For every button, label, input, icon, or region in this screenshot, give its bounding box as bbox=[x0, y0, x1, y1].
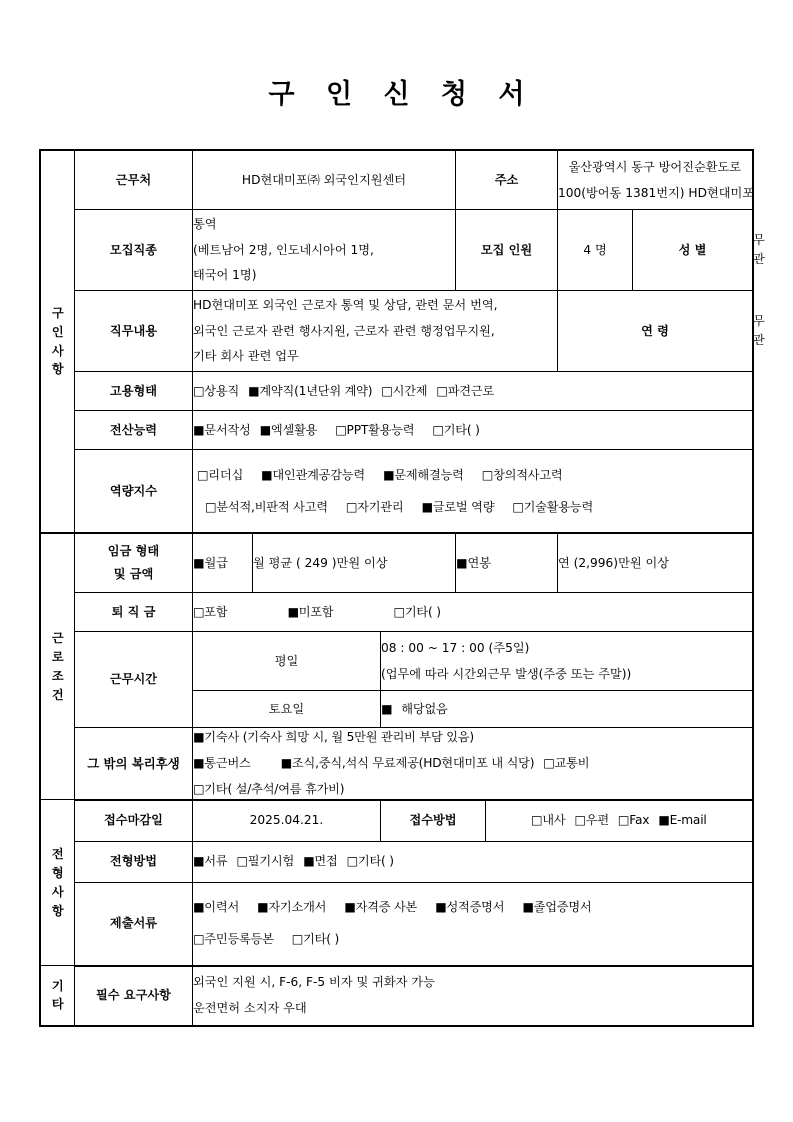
checkbox-welfare-2[interactable] bbox=[281, 756, 535, 770]
label-headcount bbox=[456, 210, 558, 291]
checkbox-label: 우편 bbox=[585, 813, 609, 828]
table-row bbox=[40, 966, 752, 1026]
section-label-etc bbox=[40, 966, 74, 1026]
checkbox-group-severance[interactable] bbox=[193, 603, 752, 622]
checkbox-competency-1[interactable] bbox=[261, 468, 365, 482]
checkbox-employment-1[interactable] bbox=[248, 384, 372, 398]
checkbox-label: 미포함 bbox=[298, 604, 334, 619]
checkbox-box: ■ bbox=[456, 555, 468, 570]
table-row bbox=[40, 632, 752, 691]
checkbox-group-documents-row2[interactable] bbox=[193, 930, 752, 949]
table-row bbox=[40, 150, 752, 210]
checkbox-welfare-0[interactable] bbox=[193, 730, 474, 744]
label-work-hours: 근무시간 bbox=[74, 632, 192, 728]
section-label-char: 조 bbox=[51, 668, 64, 683]
weekday-hours-line-1: 08 : 00 ~ 17 : 00 (주5일) bbox=[380, 640, 530, 655]
checkbox-box: ■ bbox=[192, 555, 205, 570]
checkbox-label: 문서작성 bbox=[204, 422, 251, 437]
label-welfare: 그 밖의 복리후생 bbox=[74, 728, 192, 800]
checkbox-box: ■ bbox=[344, 900, 356, 915]
checkbox-method-3[interactable] bbox=[658, 813, 706, 827]
checkbox-box: □ bbox=[543, 755, 555, 770]
section-label-char: 기 bbox=[51, 978, 64, 993]
checkbox-label: 기타( ) bbox=[303, 932, 340, 947]
checkbox-label: 글로벌 역량 bbox=[432, 499, 495, 514]
checkbox-computer-1[interactable] bbox=[260, 423, 318, 437]
section-label-conditions bbox=[40, 533, 74, 800]
checkbox-box: ■ bbox=[522, 900, 534, 915]
checkbox-box: ■ bbox=[192, 730, 205, 744]
checkbox-box: □ bbox=[291, 932, 304, 947]
checkbox-group-welfare-row1[interactable] bbox=[193, 728, 752, 747]
section-label-char: 항 bbox=[51, 362, 64, 377]
checkbox-label: 창의적사고력 bbox=[493, 467, 563, 482]
checkbox-label: 주민등록등본 bbox=[204, 932, 274, 947]
label-address: 주소 bbox=[456, 150, 558, 210]
checkbox-label: 내사 bbox=[542, 813, 566, 828]
checkbox-label: E-mail bbox=[669, 813, 707, 828]
checkbox-competency-2[interactable] bbox=[383, 468, 464, 482]
table-row: 직무내용 HD현대미포 외국인 근로자 통역 및 상담, 관련 문서 번역, 외국인 근로자 관련 행사지원, 근로자 관련 행정업무지원, 기타 회사 관련 업무 연 령 무관 bbox=[40, 291, 752, 372]
wage-label-line-2: 및 금액 bbox=[113, 567, 154, 581]
page-title: 구 인 신 청 서 bbox=[268, 79, 536, 110]
checkbox-label: 파견근로 bbox=[447, 383, 494, 398]
checkbox-label: 통근버스 bbox=[204, 755, 251, 770]
job-posting-form bbox=[39, 149, 765, 1027]
checkbox-box: □ bbox=[204, 499, 217, 514]
label-duties: 직무내용 bbox=[74, 291, 192, 372]
checkbox-box: □ bbox=[481, 467, 494, 482]
label-documents: 제출서류 bbox=[74, 882, 192, 966]
checkbox-label: 자기관리 bbox=[357, 499, 404, 514]
address-line-2: 100(방어동 1381번지) HD현대미포 bbox=[558, 185, 755, 200]
duties-line-3: 기타 회사 관련 업무 bbox=[192, 349, 299, 364]
checkbox-group-process[interactable] bbox=[193, 852, 752, 871]
checkbox-box: □ bbox=[530, 813, 543, 828]
label-requirements: 필수 요구사항 bbox=[74, 966, 192, 1026]
checkbox-box: □ bbox=[436, 383, 448, 398]
checkbox-label: 리더십 bbox=[208, 467, 244, 482]
checkbox-label: 졸업증명서 bbox=[533, 900, 592, 915]
checkbox-competency-7[interactable] bbox=[512, 500, 593, 514]
checkbox-employment-3[interactable] bbox=[436, 384, 494, 398]
checkbox-label: 필기시험 bbox=[247, 854, 295, 869]
label-weekday: 평일 bbox=[192, 632, 380, 691]
section-label-char: 전 bbox=[51, 846, 64, 861]
table-row bbox=[40, 533, 752, 593]
checkbox-document-2[interactable] bbox=[344, 900, 417, 914]
checkbox-document-6[interactable] bbox=[292, 932, 339, 946]
section-label-char: 항 bbox=[51, 903, 64, 918]
checkbox-label: 자격증 사본 bbox=[355, 900, 418, 915]
checkbox-wage-annual[interactable] bbox=[456, 533, 558, 593]
checkbox-computer-0[interactable] bbox=[193, 423, 251, 437]
label-saturday: 토요일 bbox=[192, 691, 380, 728]
label-gender: 성 별 bbox=[633, 210, 753, 291]
checkbox-label: PPT활용능력 bbox=[346, 422, 415, 437]
checkbox-box: □ bbox=[335, 422, 347, 437]
checkbox-box: ■ bbox=[287, 604, 299, 619]
label-deadline: 접수마감일 bbox=[74, 800, 192, 842]
checkbox-box: ■ bbox=[257, 900, 269, 915]
checkbox-box: □ bbox=[346, 854, 358, 869]
section-label-char: 인 bbox=[51, 324, 64, 339]
checkbox-welfare-1[interactable] bbox=[193, 756, 251, 770]
checkbox-label: 상용직 bbox=[204, 383, 240, 398]
value-deadline: 2025.04.21. bbox=[192, 800, 380, 842]
checkbox-box: ■ bbox=[380, 701, 393, 716]
checkbox-box: □ bbox=[617, 813, 630, 828]
value-annual-wage: 연 (2,996)만원 이상 bbox=[558, 533, 753, 593]
table-row bbox=[40, 882, 752, 966]
checkbox-severance-1[interactable] bbox=[287, 605, 333, 619]
checkbox-competency-5[interactable] bbox=[346, 500, 404, 514]
value-computer-skill bbox=[192, 411, 752, 450]
job-type-line-3: 태국어 1명) bbox=[192, 268, 257, 283]
duties-line-2: 외국인 근로자 관련 행사지원, 근로자 관련 행정업무지원, bbox=[192, 323, 495, 338]
checkbox-box: □ bbox=[196, 467, 209, 482]
checkbox-box: □ bbox=[192, 932, 205, 947]
checkbox-box: ■ bbox=[280, 755, 292, 770]
section-label-char: 타 bbox=[51, 997, 64, 1012]
checkbox-group-documents-row1[interactable] bbox=[193, 898, 752, 917]
label-severance: 퇴 직 금 bbox=[74, 593, 192, 632]
section-label-char: 형 bbox=[51, 865, 64, 880]
value-documents bbox=[192, 882, 752, 966]
section-label-char: 사 bbox=[51, 884, 64, 899]
table-row bbox=[40, 841, 752, 882]
checkbox-document-3[interactable] bbox=[435, 900, 504, 914]
label-workplace: 근무처 bbox=[74, 150, 192, 210]
job-type-line-2: (베트남어 2명, 인도네시아어 1명, bbox=[192, 242, 374, 257]
checkbox-label: 면접 bbox=[314, 854, 338, 869]
checkbox-box: ■ bbox=[259, 422, 271, 437]
checkbox-label: 기숙사 (기숙사 희망 시, 월 5만원 관리비 부담 있음) bbox=[204, 730, 474, 744]
checkbox-box: □ bbox=[236, 854, 248, 869]
checkbox-label: 연봉 bbox=[467, 555, 492, 570]
label-competency: 역량지수 bbox=[74, 450, 192, 534]
checkbox-competency-6[interactable] bbox=[421, 500, 494, 514]
checkbox-box: □ bbox=[192, 383, 205, 398]
checkbox-label: 자기소개서 bbox=[268, 900, 327, 915]
checkbox-box: ■ bbox=[192, 422, 205, 437]
checkbox-box: ■ bbox=[435, 900, 447, 915]
value-address bbox=[558, 150, 753, 210]
checkbox-label: 조식,중식,석식 무료제공(HD현대미포 내 식당) bbox=[291, 755, 535, 770]
checkbox-label: 기타( 설/추석/여름 휴가비) bbox=[204, 781, 345, 796]
checkbox-severance-2[interactable] bbox=[394, 605, 441, 619]
checkbox-label: 계약직(1년단위 계약) bbox=[259, 383, 373, 398]
checkbox-box: ■ bbox=[421, 499, 433, 514]
table-row bbox=[40, 450, 752, 534]
label-age: 연 령 bbox=[558, 291, 753, 372]
job-type-line-1: 통역 bbox=[192, 216, 217, 231]
checkbox-group-welfare-row2[interactable] bbox=[193, 754, 752, 773]
checkbox-group-apply-method[interactable] bbox=[486, 811, 752, 830]
section-label-char: 사 bbox=[51, 343, 64, 358]
checkbox-label: 기타( ) bbox=[404, 604, 441, 619]
checkbox-document-5[interactable] bbox=[193, 932, 274, 946]
value-job-type bbox=[192, 210, 455, 291]
checkbox-box: ■ bbox=[192, 755, 205, 770]
address-line-1: 울산광역시 동구 방어진순환도로 bbox=[568, 159, 742, 174]
checkbox-label: 서류 bbox=[204, 854, 228, 869]
checkbox-label: 성적증명서 bbox=[446, 900, 505, 915]
checkbox-competency-4[interactable] bbox=[205, 500, 328, 514]
checkbox-welfare-3[interactable] bbox=[543, 756, 589, 770]
checkbox-box: ■ bbox=[192, 900, 205, 915]
checkbox-method-1[interactable] bbox=[574, 813, 608, 827]
checkbox-label: 이력서 bbox=[204, 900, 240, 915]
checkbox-label: 기술활용능력 bbox=[523, 499, 594, 514]
value-employment-type bbox=[192, 372, 752, 411]
section-label-selection bbox=[40, 800, 74, 966]
section-label-char: 구 bbox=[51, 305, 64, 320]
checkbox-label: 엑셀활용 bbox=[270, 422, 318, 437]
checkbox-group-welfare-row3[interactable] bbox=[193, 780, 752, 799]
checkbox-label: 시간제 bbox=[392, 383, 428, 398]
checkbox-document-0[interactable] bbox=[193, 900, 239, 914]
section-label-char: 건 bbox=[51, 687, 64, 702]
checkbox-computer-2[interactable] bbox=[335, 423, 414, 437]
checkbox-label: 대인관계공감능력 bbox=[272, 467, 365, 482]
checkbox-label: 기타( ) bbox=[357, 854, 394, 869]
checkbox-box: □ bbox=[381, 383, 393, 398]
checkbox-box: □ bbox=[574, 813, 586, 828]
checkbox-box: □ bbox=[432, 422, 444, 437]
checkbox-process-2[interactable] bbox=[303, 854, 337, 868]
checkbox-employment-2[interactable] bbox=[381, 384, 427, 398]
checkbox-group-computer[interactable] bbox=[193, 421, 752, 440]
checkbox-label: 기타( ) bbox=[443, 422, 480, 437]
wage-label-line-1: 임금 형태 bbox=[107, 544, 160, 559]
checkbox-wage-monthly[interactable] bbox=[192, 533, 252, 593]
headcount-label-line-2: 인원 bbox=[508, 242, 533, 257]
checkbox-box: □ bbox=[393, 604, 405, 619]
checkbox-box: ■ bbox=[382, 467, 395, 482]
label-job-type: 모집직종 bbox=[74, 210, 192, 291]
checkbox-group-competency-row2[interactable] bbox=[193, 498, 752, 517]
checkbox-welfare-4[interactable] bbox=[193, 782, 344, 796]
checkbox-computer-3[interactable] bbox=[432, 423, 479, 437]
checkbox-severance-0[interactable] bbox=[193, 605, 227, 619]
checkbox-competency-0[interactable] bbox=[197, 468, 243, 482]
table-row bbox=[40, 800, 752, 842]
label-process: 전형방법 bbox=[74, 841, 192, 882]
checkbox-label: 포함 bbox=[204, 604, 228, 619]
checkbox-box: □ bbox=[512, 499, 524, 514]
label-wage bbox=[74, 533, 192, 593]
checkbox-employment-0[interactable] bbox=[193, 384, 239, 398]
value-requirements bbox=[192, 966, 752, 1026]
checkbox-label: 분석적,비판적 사고력 bbox=[216, 499, 328, 514]
checkbox-method-0[interactable] bbox=[531, 813, 565, 827]
checkbox-box: □ bbox=[345, 499, 358, 514]
table-row: 모집직종 통역 (베트남어 2명, 인도네시아어 1명, 태국어 1명) 모집 인원 4 명 성 별 무관 bbox=[40, 210, 752, 291]
checkbox-box: ■ bbox=[303, 854, 315, 869]
checkbox-competency-3[interactable] bbox=[482, 468, 563, 482]
label-computer-skill: 전산능력 bbox=[74, 411, 192, 450]
checkbox-label: 교통비 bbox=[554, 755, 590, 770]
checkbox-box: ■ bbox=[248, 383, 260, 398]
table-row bbox=[40, 728, 752, 800]
checkbox-box: □ bbox=[192, 781, 205, 796]
checkbox-process-0[interactable] bbox=[193, 854, 227, 868]
checkbox-group-employment[interactable] bbox=[193, 382, 752, 401]
value-apply-method bbox=[486, 800, 753, 842]
value-saturday[interactable] bbox=[380, 691, 752, 728]
headcount-label-line-1: 모집 bbox=[480, 242, 505, 257]
requirements-line-2: 운전면허 소지자 우대 bbox=[192, 1001, 307, 1016]
checkbox-process-3[interactable] bbox=[347, 854, 394, 868]
checkbox-box: ■ bbox=[261, 467, 273, 482]
checkbox-process-1[interactable] bbox=[236, 854, 294, 868]
value-duties bbox=[192, 291, 557, 372]
value-weekday-hours bbox=[380, 632, 752, 691]
checkbox-box: ■ bbox=[192, 854, 205, 869]
value-process bbox=[192, 841, 752, 882]
checkbox-label: Fax bbox=[629, 813, 650, 828]
section-label-char: 근 bbox=[51, 630, 64, 645]
value-monthly-wage: 월 평균 ( 249 )만원 이상 bbox=[252, 533, 455, 593]
requirements-line-1: 외국인 지원 시, F-6, F-5 비자 및 귀화자 가능 bbox=[192, 975, 435, 990]
table-row bbox=[40, 372, 752, 411]
table-row bbox=[40, 593, 752, 632]
value-severance bbox=[192, 593, 752, 632]
checkbox-method-2[interactable] bbox=[618, 813, 649, 827]
label-apply-method: 접수방법 bbox=[380, 800, 485, 842]
checkbox-label: 해당없음 bbox=[401, 701, 448, 716]
value-workplace: HD현대미포㈜ 외국인지원센터 bbox=[192, 150, 455, 210]
weekday-hours-line-2: (업무에 따라 시간외근무 발생(주중 또는 주말)) bbox=[380, 666, 632, 681]
checkbox-document-4[interactable] bbox=[522, 900, 591, 914]
section-label-char: 로 bbox=[51, 649, 64, 664]
value-competency bbox=[192, 450, 752, 534]
value-welfare bbox=[192, 728, 752, 800]
checkbox-box: □ bbox=[192, 604, 205, 619]
checkbox-label: 문제해결능력 bbox=[394, 467, 464, 482]
label-employment-type: 고용형태 bbox=[74, 372, 192, 411]
table-row bbox=[40, 411, 752, 450]
section-label-recruit bbox=[40, 150, 74, 533]
checkbox-document-1[interactable] bbox=[257, 900, 326, 914]
duties-line-1: HD현대미포 외국인 근로자 통역 및 상담, 관련 문서 번역, bbox=[192, 297, 498, 312]
checkbox-saturday[interactable] bbox=[381, 700, 752, 719]
checkbox-box: ■ bbox=[658, 813, 670, 828]
checkbox-group-competency-row1[interactable] bbox=[193, 466, 752, 485]
value-headcount: 4 명 bbox=[558, 210, 633, 291]
checkbox-label: 월급 bbox=[204, 555, 229, 570]
